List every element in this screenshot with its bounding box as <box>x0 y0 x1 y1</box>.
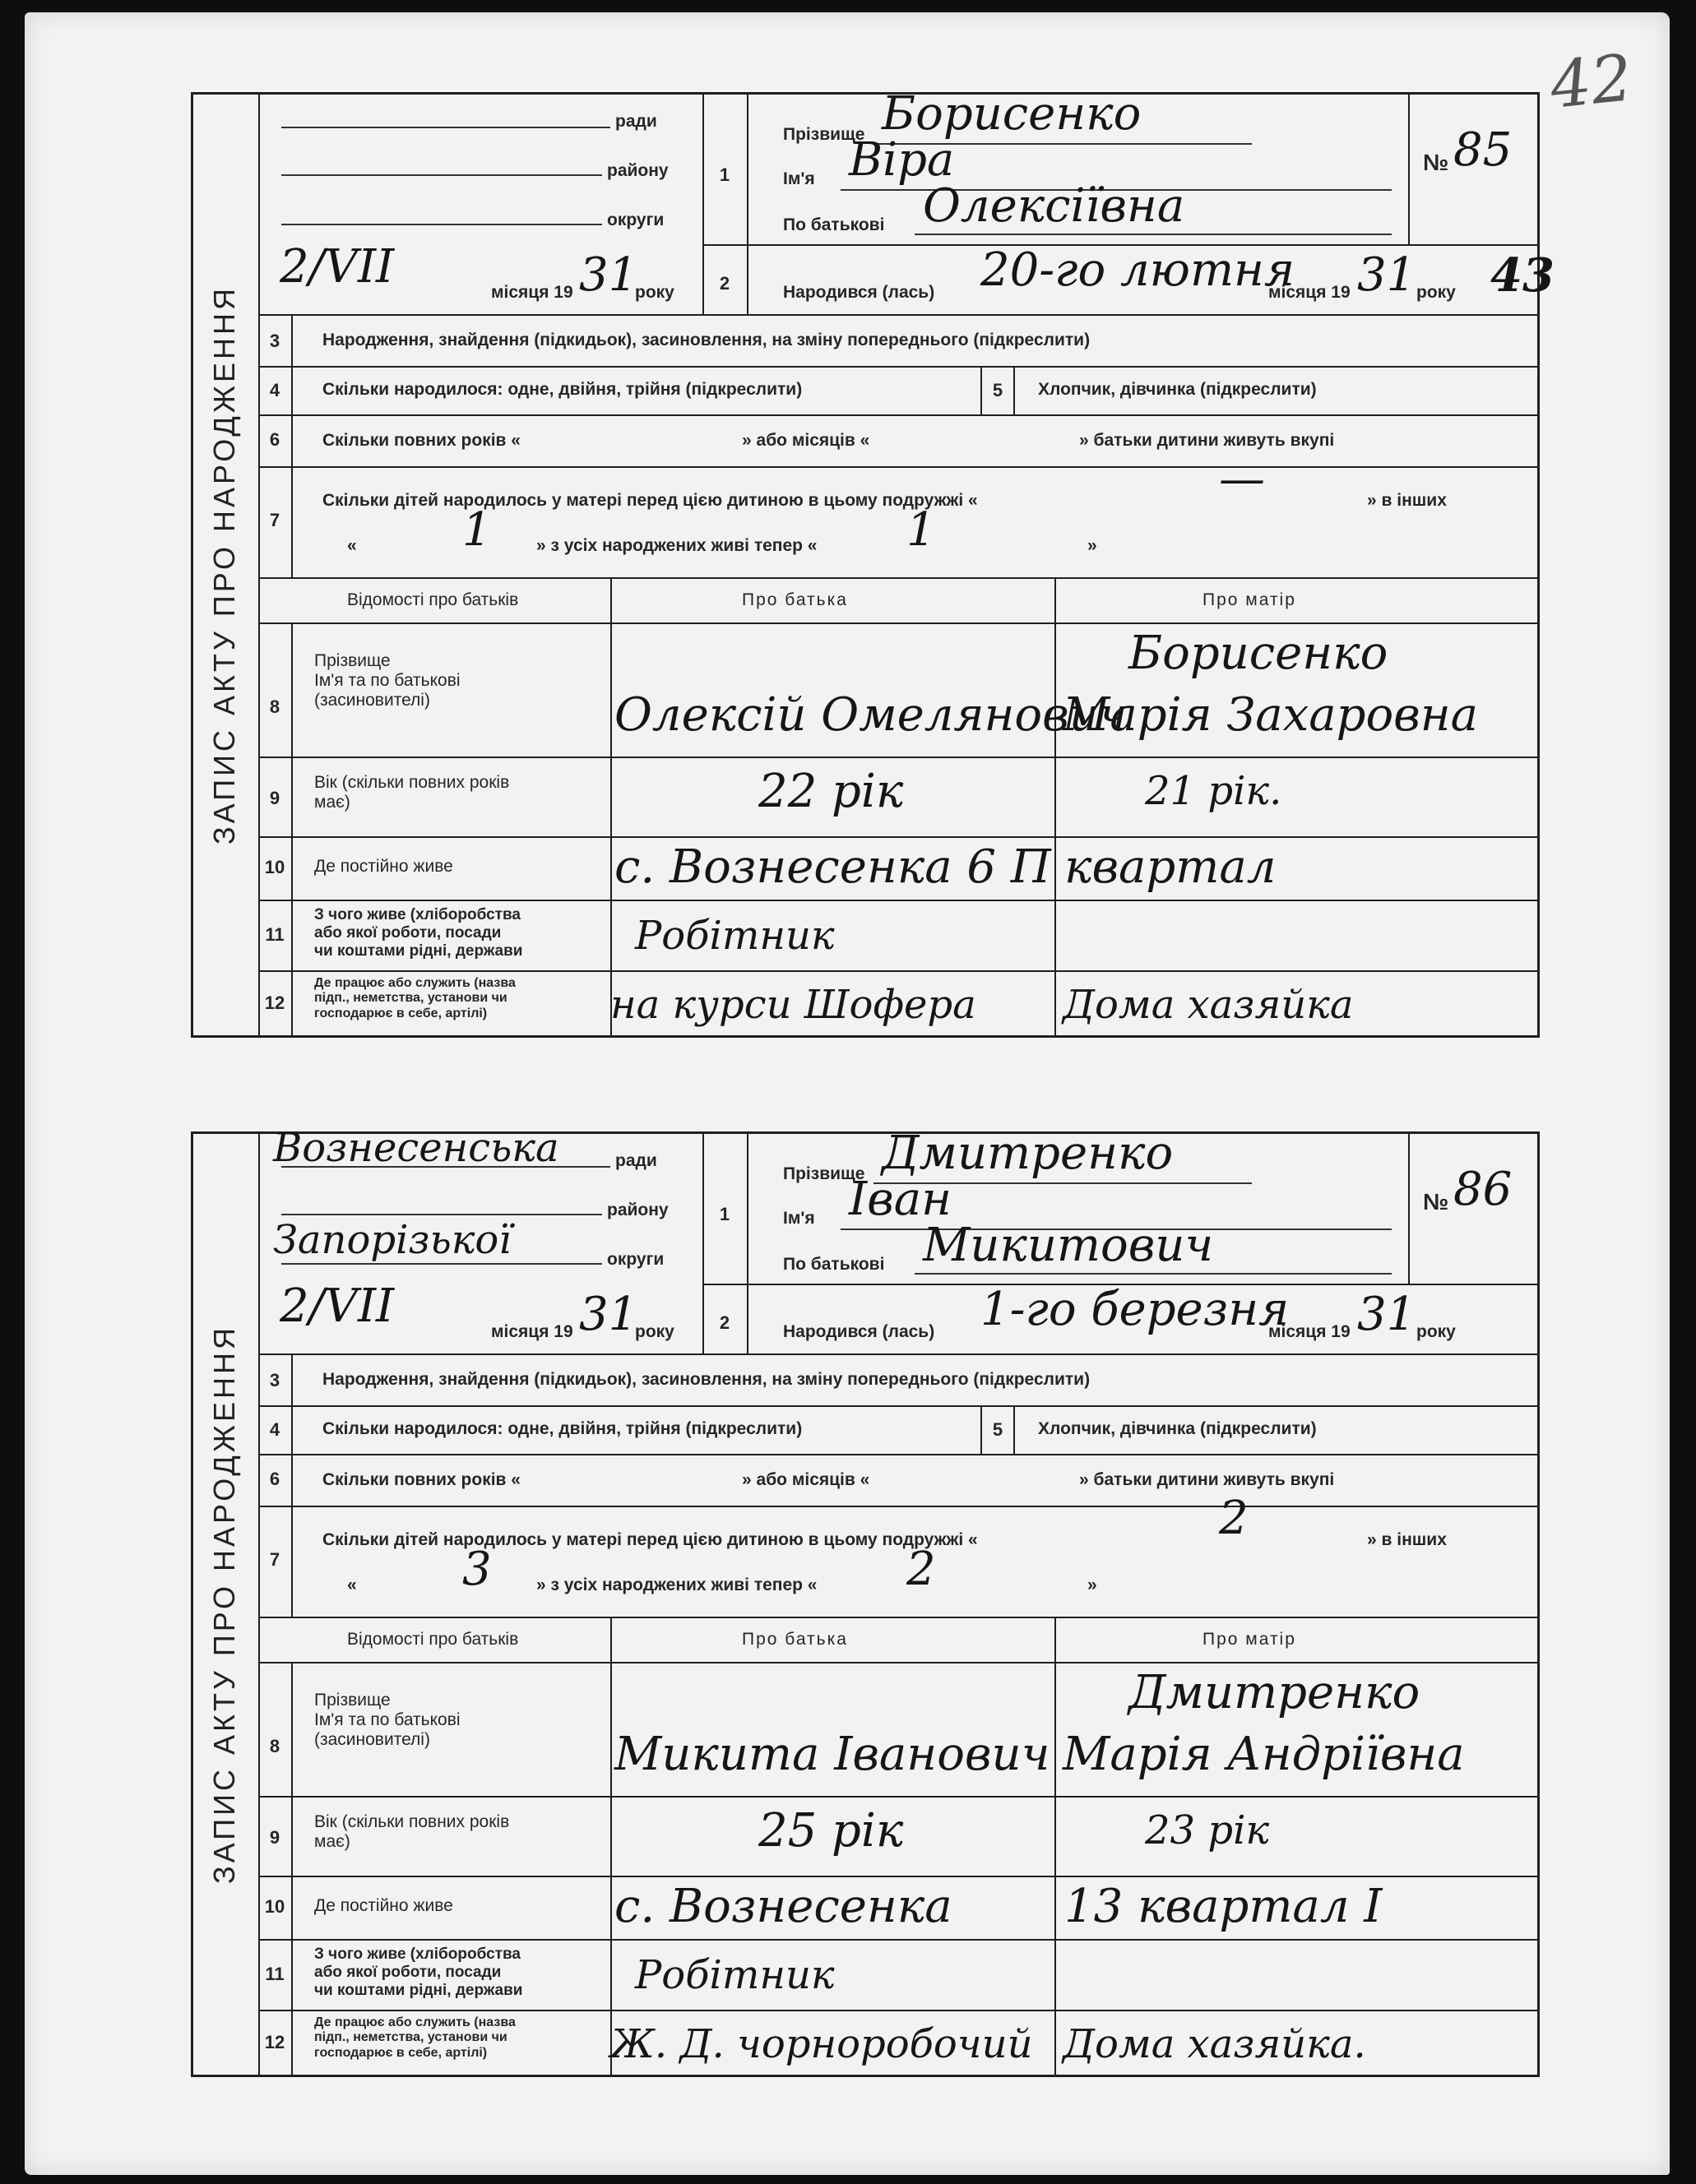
father-work: Ж. Д. чорноробочий <box>610 2021 1033 2067</box>
rada-value: Вознесенська <box>273 1125 559 1171</box>
corner-mark: 43 <box>1490 248 1555 303</box>
row7-line2-c: » <box>1087 536 1097 555</box>
frame-left <box>191 1131 193 2077</box>
birth-record-2 <box>191 1125 1540 2077</box>
header-mother: Про матір <box>1202 590 1296 609</box>
row-line <box>258 1796 1540 1798</box>
row-num-10: 10 <box>264 857 285 877</box>
row-line <box>258 1939 1540 1941</box>
row-num-4: 4 <box>269 1419 280 1440</box>
birth-date: 1-го березня <box>980 1283 1290 1336</box>
father-residence: с. Вознесенка <box>614 1880 952 1933</box>
row-num-2: 2 <box>719 1312 730 1333</box>
father-age: 22 рік <box>758 765 904 818</box>
birth-year: 31 <box>1357 248 1416 302</box>
mother-work: Дома хазяйка. <box>1063 2021 1366 2067</box>
reg-month-label: місяця 19 <box>491 283 573 302</box>
row-line <box>258 1506 1540 1507</box>
row6-a: Скільки повних років « <box>322 1470 521 1489</box>
row-num-8: 8 <box>269 1736 280 1756</box>
father-name: Микита Іванович <box>614 1728 1050 1781</box>
row-num-9: 9 <box>269 788 280 808</box>
fill-line <box>281 1263 602 1265</box>
row-num-1: 1 <box>719 1204 730 1224</box>
row-line <box>258 1662 1540 1663</box>
row-line <box>258 1876 1540 1877</box>
birth-year-label: року <box>1416 1322 1456 1341</box>
fill-line <box>281 1214 602 1215</box>
child-surname: Борисенко <box>882 87 1142 141</box>
row6-b: » або місяців « <box>742 1470 870 1489</box>
row-line <box>258 1454 1540 1455</box>
row-line <box>258 577 1540 579</box>
reg-day-month: 2/VII <box>280 1279 395 1333</box>
reg-year: 31 <box>579 1288 638 1341</box>
label-r9: Вік (скільки повних років має) <box>314 1812 510 1852</box>
children-in-marriage: — <box>1219 452 1265 506</box>
row6-b: » або місяців « <box>742 431 870 450</box>
side-title-text: ЗАПИС АКТУ ПРО НАРОДЖЕННЯ <box>207 1324 241 1885</box>
row-num-3: 3 <box>269 331 280 351</box>
rayon-label: району <box>607 1201 669 1219</box>
label-r12: Де працює або служить (назва підп., неметства, установи чи господарює в себе, артілі) <box>314 2015 516 2060</box>
col-divider-place <box>702 1131 704 1353</box>
row-num-4: 4 <box>269 380 280 400</box>
folio-number: 42 <box>1546 41 1636 123</box>
father-residence: с. Вознесенка 6 П <box>614 840 1051 894</box>
row-line <box>258 1405 1540 1407</box>
row5-text: Хлопчик, дівчинка (підкреслити) <box>1038 1419 1317 1438</box>
row3-text: Народження, знайдення (підкидьок), засиновлення, на зміну попереднього (підкреслити) <box>322 331 1091 349</box>
birth-year-label: року <box>1416 283 1456 302</box>
birth-month-label: місяця 19 <box>1268 283 1351 302</box>
mother-residence: 13 квартал I <box>1064 1880 1383 1933</box>
surname-label: Прізвище <box>783 125 865 144</box>
row-num-6: 6 <box>269 429 280 450</box>
label-r11: З чого живе (хліборобства або якої роботи, посади чи коштами рідні, держави <box>314 1946 523 1999</box>
row-num-11: 11 <box>265 924 285 945</box>
row5-divider <box>1013 1405 1015 1454</box>
father-occupation: Робітник <box>635 913 835 959</box>
name-label: Ім'я <box>783 169 815 188</box>
row-num-7: 7 <box>269 1549 280 1570</box>
fill-line <box>281 224 602 225</box>
fill-line <box>281 174 602 176</box>
num-col-line <box>291 622 293 1038</box>
mother-name: Марія Захаровна <box>1063 688 1479 742</box>
father-occupation: Робітник <box>635 1952 835 1998</box>
label-r12: Де працює або служить (назва підп., неметства, установи чи господарює в себе, артілі) <box>314 976 516 1020</box>
row-num-12: 12 <box>264 2032 285 2052</box>
row5-text: Хлопчик, дівчинка (підкреслити) <box>1038 380 1317 399</box>
row-line <box>258 466 1540 468</box>
reg-year: 31 <box>579 248 638 302</box>
name-label: Ім'я <box>783 1209 815 1228</box>
row6-c: » батьки дитини живуть вкупі <box>1079 1470 1335 1489</box>
num-col-line <box>291 314 293 577</box>
children-alive: 1 <box>906 503 936 557</box>
row-line <box>258 1617 1540 1618</box>
number-label: № <box>1423 150 1449 175</box>
row7-line1: Скільки дітей народилось у матері перед цією дитиною в цьому подружжі « <box>322 491 978 510</box>
birth-date: 20-го лютня <box>980 243 1295 297</box>
row7-line2-a: « <box>347 536 357 555</box>
frame-top <box>191 92 1540 95</box>
frame-bottom <box>191 1035 1540 1038</box>
fill-line <box>281 1166 610 1168</box>
row7-line2-a: « <box>347 1576 357 1594</box>
row-num-3: 3 <box>269 1370 280 1390</box>
col-divider-place <box>702 92 704 314</box>
fill-line <box>915 1273 1392 1275</box>
row-line <box>258 900 1540 901</box>
children-other: 3 <box>462 1543 492 1596</box>
header-info: Відомості про батьків <box>347 1630 519 1649</box>
reg-day-month: 2/VII <box>280 240 395 294</box>
label-r8: Прізвище Ім'я та по батькові (засиновителі) <box>314 651 461 710</box>
children-in-marriage: 2 <box>1219 1492 1249 1545</box>
frame-left <box>191 92 193 1038</box>
surname-label: Прізвище <box>783 1164 865 1183</box>
mother-age: 21 рік. <box>1145 768 1282 814</box>
mother-surname: Дмитренко <box>1128 1666 1420 1719</box>
col-divider-father-mother <box>1054 577 1056 1038</box>
mother-residence: квартал <box>1064 840 1277 894</box>
row-num-11: 11 <box>265 1964 285 1984</box>
row3-text: Народження, знайдення (підкидьок), засиновлення, на зміну попереднього (підкреслити) <box>322 1370 1091 1389</box>
row6-a: Скільки повних років « <box>322 431 521 450</box>
col-divider-regno <box>1408 1131 1410 1284</box>
row5-divider <box>980 1405 982 1454</box>
child-name: Віра <box>849 133 955 187</box>
row4-text: Скільки народилося: одне, двійня, трійня (підкреслити) <box>322 380 803 399</box>
patronymic-label: По батькові <box>783 1255 885 1274</box>
child-patronymic: Микитович <box>923 1219 1214 1272</box>
header-info: Відомості про батьків <box>347 590 519 609</box>
birth-label: Народився (лась) <box>783 1322 935 1341</box>
side-title <box>191 92 258 1038</box>
header-mother: Про матір <box>1202 1630 1296 1649</box>
row-line <box>258 414 1540 416</box>
number-label: № <box>1423 1189 1449 1215</box>
rayon-label: району <box>607 161 669 180</box>
row-line <box>258 970 1540 972</box>
fill-line <box>915 234 1392 235</box>
col-divider-father-mother <box>1054 1617 1056 2077</box>
side-title-text: ЗАПИС АКТУ ПРО НАРОДЖЕННЯ <box>207 285 241 845</box>
mother-name: Марія Андріївна <box>1063 1728 1465 1781</box>
col-divider-parents <box>610 1617 612 2077</box>
reg-month-label: місяця 19 <box>491 1322 573 1341</box>
child-name: Іван <box>849 1173 952 1226</box>
row7-line2-b: » з усіх народжених живі тепер « <box>536 1576 818 1594</box>
label-r11: З чого живе (хліборобства або якої роботи, посади чи коштами рідні, держави <box>314 906 523 960</box>
child-surname: Дмитренко <box>882 1127 1174 1180</box>
row4-text: Скільки народилося: одне, двійня, трійня (підкреслити) <box>322 1419 803 1438</box>
row-num-2: 2 <box>719 273 730 294</box>
birth-month-label: місяця 19 <box>1268 1322 1351 1341</box>
patronymic-label: По батькові <box>783 215 885 234</box>
row7-line2-c: » <box>1087 1576 1097 1594</box>
label-r8: Прізвище Ім'я та по батькові (засиновителі) <box>314 1691 461 1750</box>
row-num-12: 12 <box>264 993 285 1013</box>
mother-surname: Борисенко <box>1128 627 1388 680</box>
row-num-6: 6 <box>269 1469 280 1489</box>
row7-line1-end: » в інших <box>1367 1530 1447 1549</box>
label-r10: Де постійно живе <box>314 1896 453 1915</box>
row7-line2-b: » з усіх народжених живі тепер « <box>536 536 818 555</box>
record-number: 85 <box>1453 123 1513 177</box>
row-line <box>258 836 1540 838</box>
father-name: Олексій Омелянович <box>614 688 1128 742</box>
row-line <box>258 622 1540 624</box>
row-num-5: 5 <box>992 1419 1003 1440</box>
label-r10: Де постійно живе <box>314 857 453 876</box>
okruha-label: округи <box>607 211 665 229</box>
header-father: Про батька <box>742 1630 848 1649</box>
row-num-9: 9 <box>269 1827 280 1848</box>
rada-label: ради <box>615 1151 657 1170</box>
frame-right <box>1537 92 1540 1038</box>
col-divider-num <box>747 1131 748 1353</box>
row-num-7: 7 <box>269 510 280 530</box>
mother-age: 23 рік <box>1145 1807 1270 1853</box>
children-alive: 2 <box>906 1543 936 1596</box>
num-col-line <box>291 1353 293 1617</box>
row-line <box>258 757 1540 758</box>
header-father: Про батька <box>742 590 848 609</box>
side-divider <box>258 1131 260 2077</box>
row-line <box>258 2010 1540 2011</box>
row7-line1: Скільки дітей народилось у матері перед цією дитиною в цьому подружжі « <box>322 1530 978 1549</box>
side-divider <box>258 92 260 1038</box>
children-other: 1 <box>462 503 492 557</box>
row-num-1: 1 <box>719 164 730 185</box>
okruha-value: Запорізької <box>273 1217 512 1263</box>
row7-line1-end: » в інших <box>1367 491 1447 510</box>
row5-divider <box>1013 366 1015 414</box>
birth-label: Народився (лась) <box>783 283 935 302</box>
child-patronymic: Олексіївна <box>923 179 1185 233</box>
label-r9: Вік (скільки повних років має) <box>314 773 510 812</box>
row-line <box>258 314 1540 316</box>
row-num-8: 8 <box>269 696 280 717</box>
mother-work: Дома хазяйка <box>1063 982 1354 1028</box>
record-number: 86 <box>1453 1163 1513 1216</box>
row-line <box>258 1353 1540 1355</box>
father-work: на курси Шофера <box>610 982 976 1028</box>
reg-year-label: року <box>635 283 674 302</box>
col-divider-parents <box>610 577 612 1038</box>
father-age: 25 рік <box>758 1804 904 1858</box>
row6-c: » батьки дитини живуть вкупі <box>1079 431 1335 450</box>
reg-year-label: року <box>635 1322 674 1341</box>
col-divider-regno <box>1408 92 1410 244</box>
frame-bottom <box>191 2075 1540 2077</box>
row5-divider <box>980 366 982 414</box>
okruha-label: округи <box>607 1250 665 1269</box>
col-divider-num <box>747 92 748 314</box>
fill-line <box>281 127 610 128</box>
rada-label: ради <box>615 112 657 131</box>
row-num-10: 10 <box>264 1896 285 1917</box>
side-title <box>191 1131 258 2077</box>
row-num-5: 5 <box>992 380 1003 400</box>
row-line <box>258 366 1540 368</box>
frame-right <box>1537 1131 1540 2077</box>
birth-year: 31 <box>1357 1288 1416 1341</box>
num-col-line <box>291 1662 293 2077</box>
birth-record-1 <box>191 87 1555 1038</box>
